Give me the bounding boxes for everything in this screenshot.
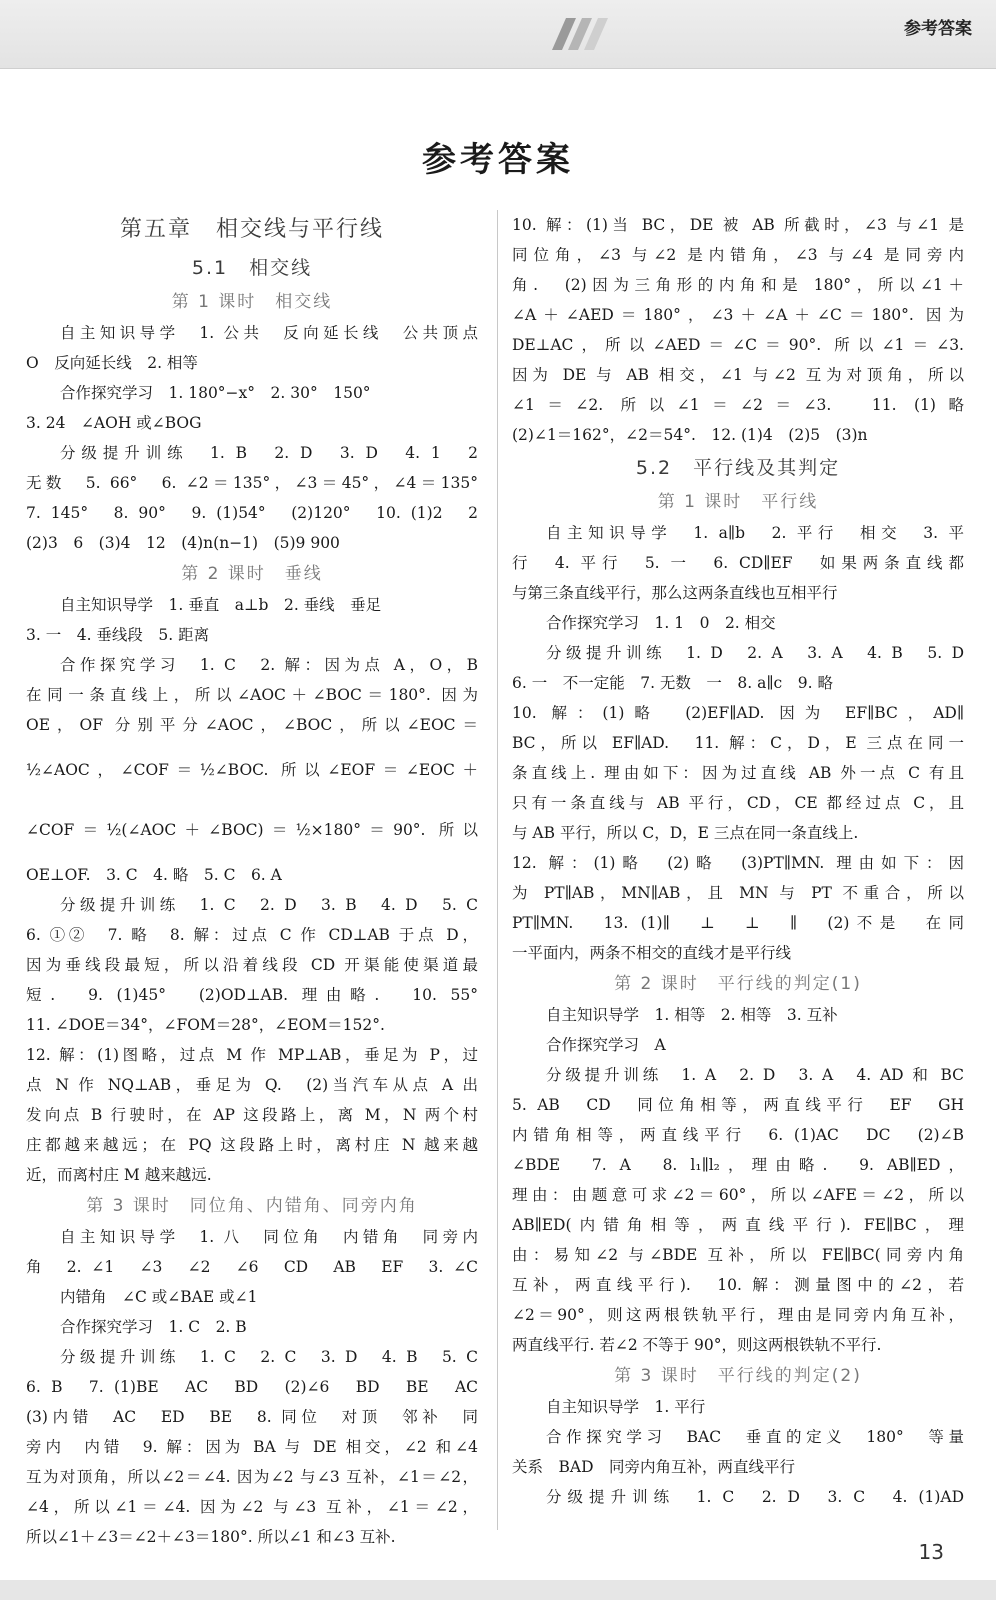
lesson-heading: 第 1 课时 平行线 [657,492,819,512]
answer-line: 与第三条直线平行，那么这两条直线也互相平行 [512,584,838,602]
column-divider [497,210,498,1530]
answer-line: 关系 BAD 同旁内角互补，两直线平行 [512,1458,796,1476]
answer-line: 发向点 B 行驶时，在 AP 这段路上，离 M，N 两个村 [26,1106,478,1124]
answer-line: (2)3 6 (3)4 12 (4)n(n−1) (5)9 900 [26,534,340,552]
lesson-heading: 第 1 课时 相交线 [171,292,333,312]
answer-line: 自主知识导学 1. 相等 2. 相等 3. 互补 [546,1006,838,1024]
answer-line: ∠A＋∠AED＝180°，∠3＋∠A＋∠C＝180°. 因为 [512,306,964,324]
answer-line: 分级提升训练 1. C 2. C 3. D 4. B 5. C [60,1348,478,1366]
answer-line: 理由：由题意可求∠2＝60°，所以∠AFE＝∠2，所以 [512,1186,964,1204]
answer-line: BC，所以 EF∥AD. 11. 解：C，D，E 三点在同一 [512,734,964,752]
answer-line: 自主知识导学 1. 公共 反向延长线 公共顶点 [60,324,478,342]
answer-line: 点 N 作 NQ⊥AB，垂足为 Q. (2)当汽车从点 A 出 [26,1076,478,1094]
answer-line: 合作探究学习 BAC 垂直的定义 180° 等量 [546,1428,964,1446]
answer-line: 行 4. 平行 5. 一 6. CD∥EF 如果两条直线都 [512,554,964,572]
page-header-bar [0,0,996,69]
answer-line: 内错角 ∠C 或∠BAE 或∠1 [60,1288,258,1306]
answer-line: 10. 解：(1)略 (2)EF∥AD. 因为 EF∥BC，AD∥ [512,704,964,722]
lesson-heading: 第 2 课时 垂线 [181,564,323,584]
answer-line: 7. 145° 8. 90° 9. (1)54° (2)120° 10. (1)2 2 [26,504,478,522]
header-stripes-decoration [552,18,622,50]
answer-line: 与 AB 平行，所以 C，D，E 三点在同一条直线上. [512,824,859,842]
answer-line: 自主知识导学 1. 平行 [546,1398,706,1416]
answer-line: 所以∠1＋∠3＝∠2＋∠3＝180°. 所以∠1 和∠3 互补. [26,1528,396,1546]
answer-line: 合作探究学习 A [546,1036,666,1054]
page-title: 参考答案 [422,140,574,180]
answer-line: ∠4，所以∠1＝∠4. 因为∠2 与∠3 互补，∠1＝∠2， [26,1498,478,1516]
answer-line: 因为垂线段最短，所以沿着线段 CD 开渠能使渠道最 [26,956,478,974]
answer-line: 分级提升训练 1. A 2. D 3. A 4. AD 和 BC [546,1066,964,1084]
answer-line: (3)内错 AC ED BE 8. 同位 对顶 邻补 同 [26,1408,478,1426]
answer-line: 同位角，∠3 与∠2 是内错角，∠3 与∠4 是同旁内 [512,246,964,264]
answer-line: 合作探究学习 1. C 2. B [60,1318,247,1336]
answer-line: 为 PT∥AB，MN∥AB，且 MN 与 PT 不重合，所以 [512,884,964,902]
answer-line: 旁内 内错 9. 解：因为 BA 与 DE 相交，∠2 和∠4 [26,1438,478,1456]
section-heading: 5.2 平行线及其判定 [635,457,841,479]
answer-line: 由：易知∠2 与∠BDE 互补，所以 FE∥BC(同旁内角 [512,1246,964,1264]
answer-line: 无数 5. 66° 6. ∠2＝135°，∠3＝45°，∠4＝135° [26,474,478,492]
header-label: 参考答案 [904,19,972,39]
answer-line: 条直线上. 理由如下：因为过直线 AB 外一点 C 有且 [512,764,964,782]
answer-line: 12. 解：(1)略 (2)略 (3)PT∥MN. 理由如下：因 [512,854,964,872]
answer-line: 互补，两直线平行). 10. 解：测量图中的∠2，若 [512,1276,964,1294]
answer-line: 自主知识导学 1. a∥b 2. 平行 相交 3. 平 [546,524,964,542]
answer-line: 角. (2)因为三角形的内角和是 180°，所以∠1＋ [512,276,964,294]
section-heading: 5.1 相交线 [191,257,313,279]
answer-line: ∠COF＝½(∠AOC＋∠BOC)＝½×180°＝90°. 所以 [26,821,478,839]
lesson-heading: 第 3 课时 平行线的判定(2) [614,1366,862,1386]
answer-line: 合作探究学习 1. 1 0 2. 相交 [546,614,776,632]
answer-line: 近，而离村庄 M 越来越远. [26,1166,212,1184]
answer-line: 一平面内，两条不相交的直线才是平行线 [512,944,792,962]
answer-line: 11. ∠DOE＝34°，∠FOM＝28°，∠EOM＝152°. [26,1016,385,1034]
answer-line: 角 2. ∠1 ∠3 ∠2 ∠6 CD AB EF 3. ∠C [26,1258,478,1276]
chapter-heading: 第五章 相交线与平行线 [119,217,384,242]
answer-line: 分级提升训练 1. C 2. D 3. C 4. (1)AD [546,1488,964,1506]
answer-line: AB∥ED(内错角相等，两直线平行). FE∥BC，理 [512,1216,964,1234]
answer-line: ∠2＝90°，则这两根铁轨平行，理由是同旁内角互补， [512,1306,964,1324]
lesson-heading: 第 3 课时 同位角、内错角、同旁内角 [86,1196,418,1216]
answer-line: (2)∠1＝162°，∠2＝54°. 12. (1)4 (2)5 (3)n [512,426,868,444]
left-column [26,210,478,1552]
answer-line: 6. 一 不一定能 7. 无数 一 8. a∥c 9. 略 [512,674,833,692]
answer-line: PT∥MN. 13. (1)∥ ⊥ ⊥ ∥ (2)不是 在同 [512,914,964,932]
page-number: 13 [918,1540,944,1564]
answer-line: OE⊥OF. 3. C 4. 略 5. C 6. A [26,866,282,884]
answer-line: O 反向延长线 2. 相等 [26,354,198,372]
answer-line: 合作探究学习 1. 180°−x° 2. 30° 150° [60,384,371,402]
answer-line: 12. 解：(1)图略，过点 M 作 MP⊥AB，垂足为 P，过 [26,1046,478,1064]
answer-line: 分级提升训练 1. D 2. A 3. A 4. B 5. D [546,644,964,662]
answer-line: ∠1＝∠2. 所以∠1＝∠2＝∠3. 11. (1)略 [512,396,964,414]
page-footer-bar [0,1580,996,1600]
answer-line: 分级提升训练 1. C 2. D 3. B 4. D 5. C [60,896,478,914]
answer-line: DE⊥AC，所以∠AED＝∠C＝90°. 所以∠1＝∠3. [512,336,964,354]
answer-line: 因为 DE 与 AB 相交，∠1 与∠2 互为对顶角，所以 [512,366,964,384]
answer-line: 3. 24 ∠AOH 或∠BOG [26,414,202,432]
answer-line: 6. B 7. (1)BE AC BD (2)∠6 BD BE AC [26,1378,478,1396]
answer-line: 自主知识导学 1. 垂直 a⊥b 2. 垂线 垂足 [60,596,382,614]
answer-line: 两直线平行. 若∠2 不等于 90°，则这两根铁轨不平行. [512,1336,882,1354]
answer-line: 短. 9. (1)45° (2)OD⊥AB. 理由略. 10. 55° [26,986,478,1004]
answer-line: 自主知识导学 1. 八 同位角 内错角 同旁内 [60,1228,478,1246]
answer-line: ∠BDE 7. A 8. l₁∥l₂，理由略. 9. AB∥ED， [512,1156,964,1174]
answer-line: 互为对顶角，所以∠2＝∠4. 因为∠2 与∠3 互补，∠1＝∠2， [26,1468,478,1486]
lesson-heading: 第 2 课时 平行线的判定(1) [614,974,862,994]
answer-line: 分级提升训练 1. B 2. D 3. D 4. 1 2 [60,444,478,462]
answer-line: 只有一条直线与 AB 平行，CD，CE 都经过点 C，且 [512,794,964,812]
answer-line: 在同一条直线上，所以∠AOC＋∠BOC＝180°. 因为 [26,686,478,704]
answer-line: 5. AB CD 同位角相等，两直线平行 EF GH [512,1096,964,1114]
answer-line: 3. 一 4. 垂线段 5. 距离 [26,626,210,644]
answer-line: 10. 解：(1)当 BC，DE 被 AB 所截时，∠3 与∠1 是 [512,216,964,234]
answer-line: OE，OF 分别平分∠AOC，∠BOC，所以∠EOC＝ [26,716,478,734]
right-column [512,210,964,1512]
answer-line: 合作探究学习 1. C 2. 解：因为点 A，O，B [60,656,478,674]
answer-line: 6. ①② 7. 略 8. 解：过点 C 作 CD⊥AB 于点 D， [26,926,478,944]
answer-line: 内错角相等，两直线平行 6. (1)AC DC (2)∠B [512,1126,964,1144]
answer-line: ½∠AOC，∠COF＝½∠BOC. 所以∠EOF＝∠EOC＋ [26,761,478,779]
answer-line: 庄都越来越远；在 PQ 这段路上时，离村庄 N 越来越 [26,1136,478,1154]
